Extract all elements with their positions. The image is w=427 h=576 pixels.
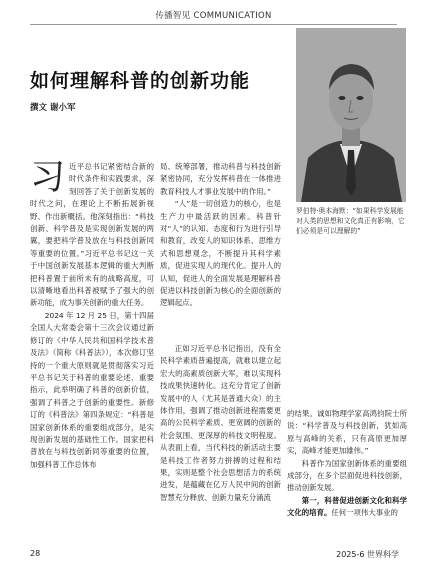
paragraph: 的结果。诚如物理学家高鸿钧院士所说：“科学普及与科技创新，犹如高原与高峰的关系，只有高原更加厚实，高峰才能更加雄伟。” <box>287 409 407 456</box>
issue-label: 2025-6 世界科学 <box>336 550 399 559</box>
body-column-2-lower <box>160 343 281 504</box>
paragraph: 任何一项伟大事业的 <box>331 508 398 518</box>
portrait-illustration <box>296 28 406 202</box>
section-lead: 第一，科普促进创新文化和科学文化的培育。 <box>287 495 407 518</box>
paragraph: 近平总书记紧密结合新的时代条件和实践要求，深刻回答了关于创新发展的时代之问，在理论上不断拓展新视野、作出新概括。他深刻指出：“科技创新、科学普及是实现创新发展的两翼，要把科学普及放在与科技创新同等重要的位置。”习近平总书记这一关于中国创新发展基本逻辑的重大判断把科普置于前所未有的战略高度，可以清晰地看出科普被赋予了强大的创新功能，成为事关创新的重大任务。 <box>30 162 154 308</box>
paragraph: “人”是一切创造力的核心，也是生产力中最活跃的因素。科普针对“人”的认知、态度和行为进行引导和教育，改变人的知识体系、思维方式和思想观念，不断提升其科学素质，促进实现人的现代化。提升人的认知，促进人的全面发展是理解科普促进以科技创新为核心的全面创新的逻辑起点。 <box>160 199 281 308</box>
drop-cap: 习 <box>30 158 66 198</box>
portrait-photo <box>296 28 406 202</box>
header-divider <box>30 24 397 25</box>
paragraph: 正如习近平总书记指出，没有全民科学素质普遍提高，就难以建立起宏大的高素质创新大军，难以实现科技成果快速转化。这充分肯定了创新发展中的人（尤其是普通大众）的主体作用，强调了推动创新进程需要更高的公民科学素质、更宽阔的创新的社会氛围、更深厚的科技文明程度。从表面上看，当代科技的新活动主要是科技工作者努力拼搏的过程和结果，实则是整个社会思想活力的系统迸发，是蕴藏在亿万人民中间的创新智慧充分释放、创新力量充分涌流 <box>160 344 281 502</box>
paragraph: 局、统筹部署，推动科普与科技创新紧密协同，充分发挥科普在一体推进教育科技人才事业发展中的作用。” <box>160 162 281 196</box>
body-column-2 <box>160 161 281 310</box>
body-column-1 <box>30 158 154 471</box>
page-number: 28 <box>30 549 41 558</box>
paragraph: 科普作为国家创新体系的重要组成部分，在多个层面促进科技创新，推动创新发展。 <box>287 458 407 493</box>
article-byline: 撰文 谢小军 <box>30 103 76 113</box>
body-column-3 <box>287 408 407 520</box>
photo-caption: 罗伯特·奥本海默：“如果科学发展能对人类的思想和文化真正有影响，它们必须是可以理解的” <box>296 207 405 235</box>
paragraph: 2024 年 12 月 25 日，第十四届全国人大常委会第十三次会议通过新修订的《中华人民共和国科学技术普及法》（简称《科普法》），本次修订坚持的一个重大原则就是贯彻落实习近平总书记关于科普的重要论述、重要指示，此举明确了科普的创新价值，强调了科普之于创新的重要性。新修订的《科普法》第四条规定：“科普是国家创新体系的重要组成部分，是实现创新发展的基础性工作。国家把科普放在与科技创新同等重要的位置，加强科普工作总体布 <box>30 310 154 469</box>
article-title: 如何理解科普的创新功能 <box>30 70 251 92</box>
section-header: 传播智见 COMMUNICATION <box>155 11 272 21</box>
